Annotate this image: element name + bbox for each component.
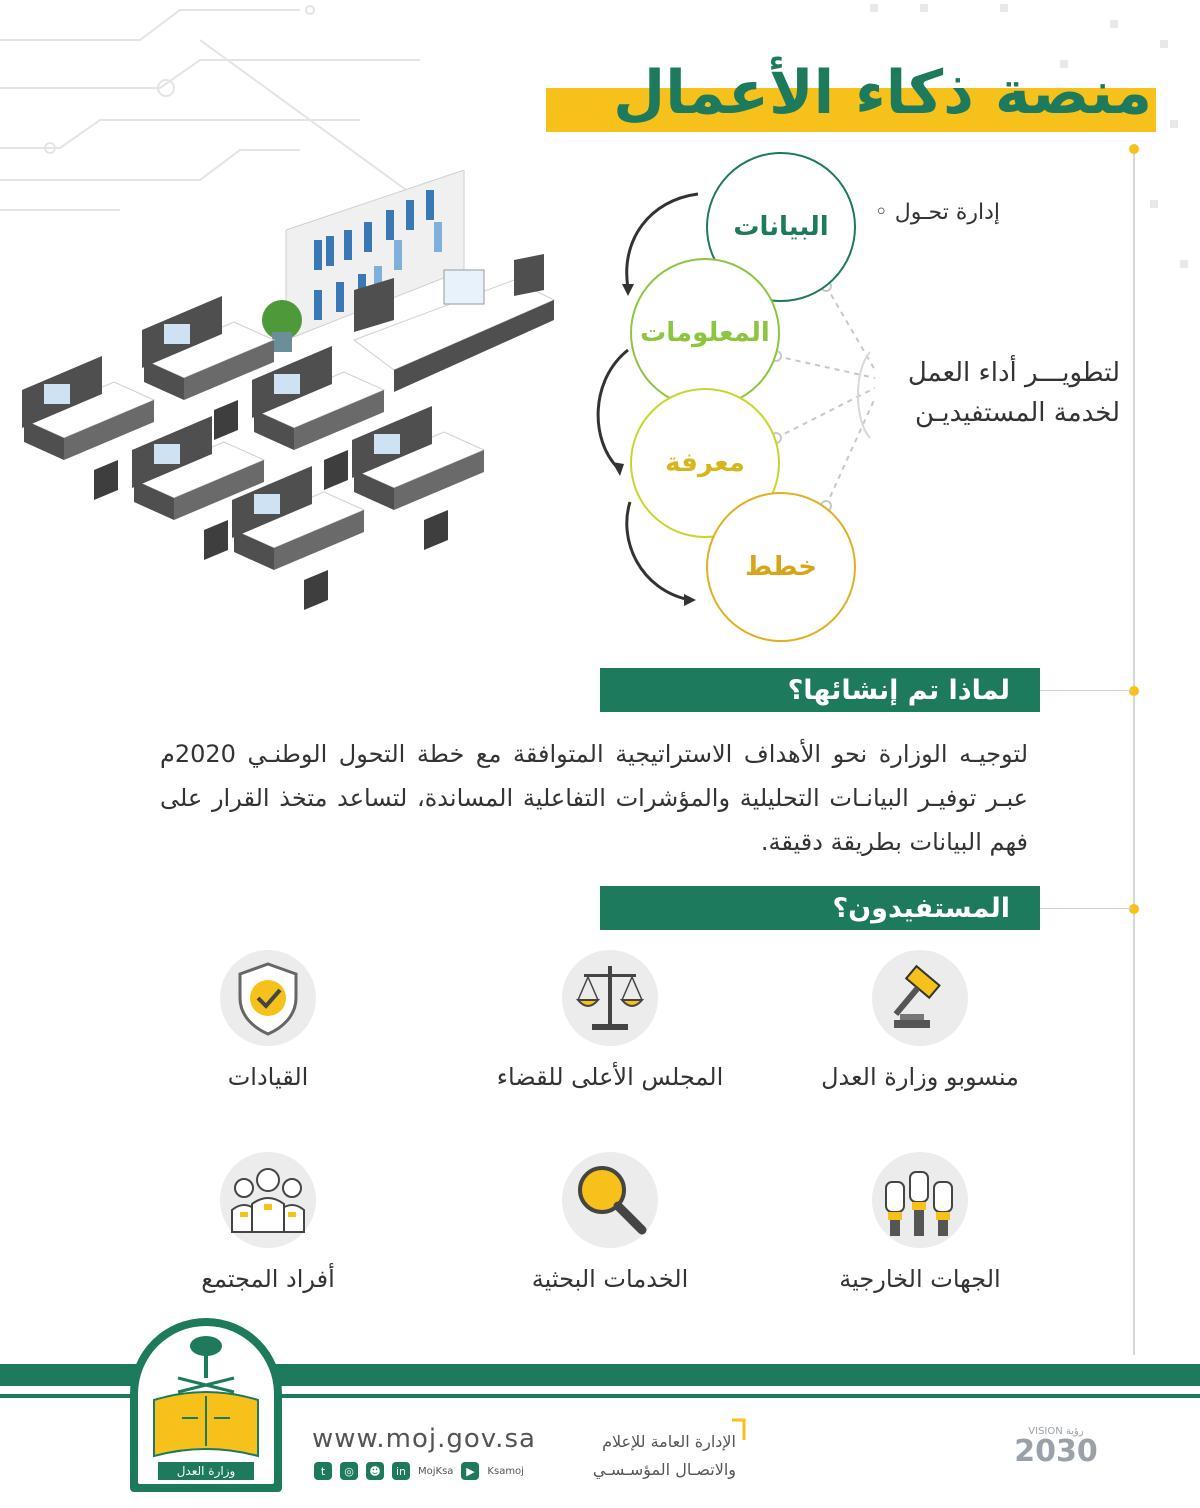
beneficiary-research-services: الخدمات البحثية [490,1152,730,1296]
gavel-icon [872,950,968,1046]
vision-2030-logo: VISION رؤية 2030 [1014,1426,1098,1469]
why-heading: لماذا تم إنشائها؟ [600,668,1040,712]
why-connector [1040,690,1132,691]
beneficiaries-heading: المستفيدون؟ [600,886,1040,930]
people-group-icon [220,1152,316,1248]
beneficiary-moj-staff: منسوبو وزارة العدل [800,950,1040,1094]
timeline-dot [1129,904,1139,914]
social-handle-1[interactable]: MojKsa [418,1465,454,1477]
emblem-icon [138,1326,274,1484]
beneficiary-leaders: القيادات [148,950,388,1094]
linkedin-icon[interactable]: in [392,1462,410,1480]
department-name: الإدارة العامة للإعلام والاتصـال المؤسـسـي [592,1432,736,1479]
timeline-dot [1129,686,1139,696]
beneficiaries-connector [1040,908,1132,909]
circle-data: البيانات [706,152,856,302]
office-illustration [14,170,574,630]
scales-icon [562,950,658,1046]
department-corner-mark [730,1418,746,1442]
instagram-icon[interactable]: ◎ [340,1462,358,1480]
social-links [314,1462,524,1480]
purpose-bracket [852,350,872,440]
purpose-line-1: لتطويـــر أداء العمل [907,358,1120,388]
circle-knowledge: معرفة [630,388,780,538]
why-paragraph: لتوجيـه الوزارة نحو الأهداف الاستراتيجية المتوافقة مع خطة التحول الوطنـي 2020م عبـر توفيـر البيانـات التحليلية والمؤشرات التفاعلية المساندة، لتساعد متخذ القرار على فهم البيانات بطريقة دقيقة. [160,740,1028,856]
timeline-dot [1129,144,1139,154]
beneficiary-supreme-council: المجلس الأعلى للقضاء [490,950,730,1094]
raised-hands-icon [872,1152,968,1248]
magnifier-icon [562,1152,658,1248]
transform-label: إدارة تحـول ◦ [874,200,1000,225]
circle-plans: خطط [706,492,856,642]
logo-text: وزارة العدل [176,1464,236,1478]
social-handle-2[interactable]: Ksamoj [487,1465,524,1477]
circle-information: المعلومات [630,258,780,408]
snapchat-icon[interactable]: ☻ [366,1462,384,1480]
shield-check-icon [220,950,316,1046]
twitter-icon[interactable]: t [314,1462,332,1480]
beneficiary-external-entities: الجهات الخارجية [800,1152,1040,1296]
ministry-logo [130,1318,282,1492]
page-title: منصة ذكاء الأعمال [613,58,1152,128]
decorative-dots [860,0,1200,300]
purpose-line-2: لخدمة المستفيديـن [915,398,1120,428]
timeline-line [1133,145,1135,1355]
youtube-icon[interactable]: ▶ [461,1462,479,1480]
website-link[interactable]: www.moj.gov.sa [312,1424,536,1454]
beneficiary-community-members: أفراد المجتمع [148,1152,388,1296]
